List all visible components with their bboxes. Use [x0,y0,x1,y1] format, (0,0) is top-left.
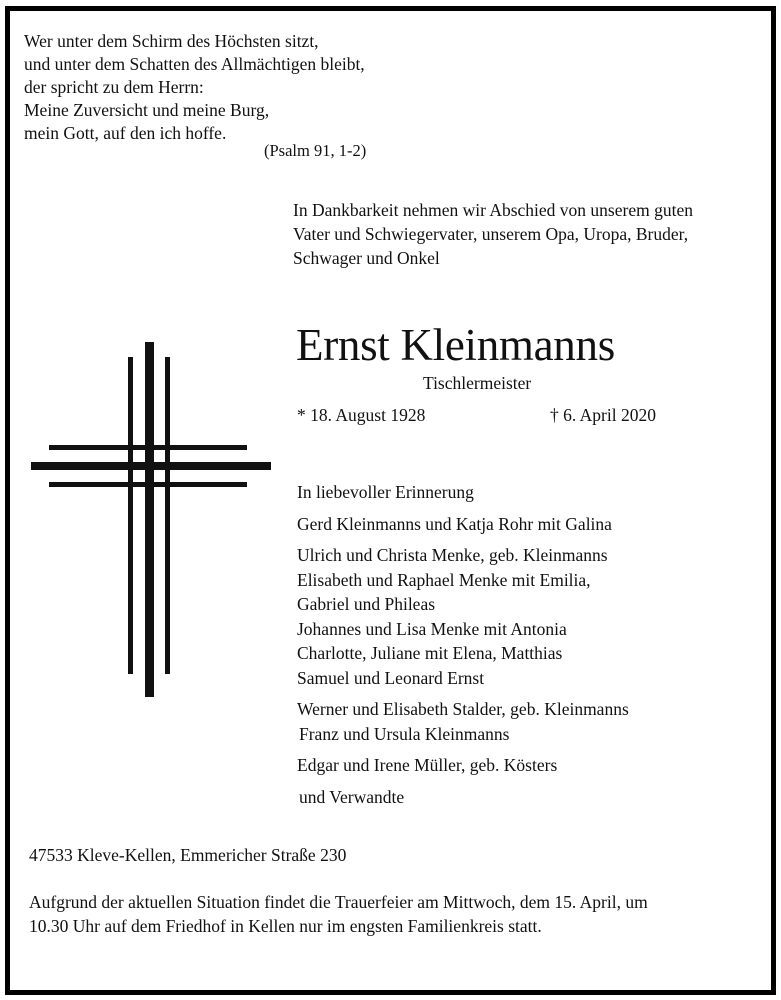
birth-date: * 18. August 1928 [297,405,426,425]
death-date: † 6. April 2020 [550,405,656,425]
notice-line: 10.30 Uhr auf dem Friedhof in Kellen nur im engsten Familienkreis statt. [29,916,542,936]
family-address: 47533 Kleve-Kellen, Emmericher Straße 230 [29,845,347,865]
psalm-reference: (Psalm 91, 1-2) [264,141,367,160]
latin-cross-icon [29,340,273,700]
cross-horizontal-center-bar [31,462,271,470]
farewell-intro [293,198,693,270]
psalm-line: mein Gott, auf den ich hoffe. [24,123,227,143]
intro-line: Vater und Schwiegervater, unserem Opa, Uropa, Bruder, [293,224,689,244]
intro-line: Schwager und Onkel [293,248,440,268]
mourner-line: Johannes und Lisa Menke mit Antonia [297,618,567,639]
mourner-line: Edgar und Irene Müller, geb. Kösters [297,755,558,775]
cross-horizontal-top-bar [49,445,247,450]
cross-vertical-left-bar [128,357,133,674]
psalm-line: Wer unter dem Schirm des Höchsten sitzt, [24,31,319,51]
mourner-line: Gerd Kleinmanns und Katja Rohr mit Galina [297,513,612,534]
mourners-list [297,480,629,809]
notice-line: Aufgrund der aktuellen Situation findet die Trauerfeier am Mittwoch, dem 15. April, um [29,892,648,912]
intro-line: In Dankbarkeit nehmen wir Abschied von unserem guten [293,200,693,220]
funeral-notice [29,890,749,938]
psalm-line: Meine Zuversicht und meine Burg, [24,100,270,120]
cross-vertical-center-bar [145,342,154,697]
deceased-profession: Tischlermeister [423,373,532,393]
mourner-line: Gabriel und Phileas [297,594,436,614]
mourner-line: Charlotte, Juliane mit Elena, Matthias [297,643,563,663]
cross-horizontal-bottom-bar [49,482,247,487]
mourner-line: Samuel und Leonard Ernst [297,667,485,688]
mourner-line: Elisabeth und Raphael Menke mit Emilia, [297,569,591,590]
cross-vertical-right-bar [165,357,170,674]
mourner-line: Ulrich und Christa Menke, geb. Kleinmanns [297,545,608,565]
psalm-line: der spricht zu dem Herrn: [24,77,204,97]
deceased-name: Ernst Kleinmanns [296,320,615,370]
mourner-line: und Verwandte [299,786,405,807]
mourner-line: Franz und Ursula Kleinmanns [299,723,510,744]
psalm-line: und unter dem Schatten des Allmächtigen bleibt, [24,54,365,74]
mourner-line: Werner und Elisabeth Stalder, geb. Kleinmanns [297,699,629,719]
psalm-quote [24,30,365,145]
mourners-heading: In liebevoller Erinnerung [297,482,474,502]
